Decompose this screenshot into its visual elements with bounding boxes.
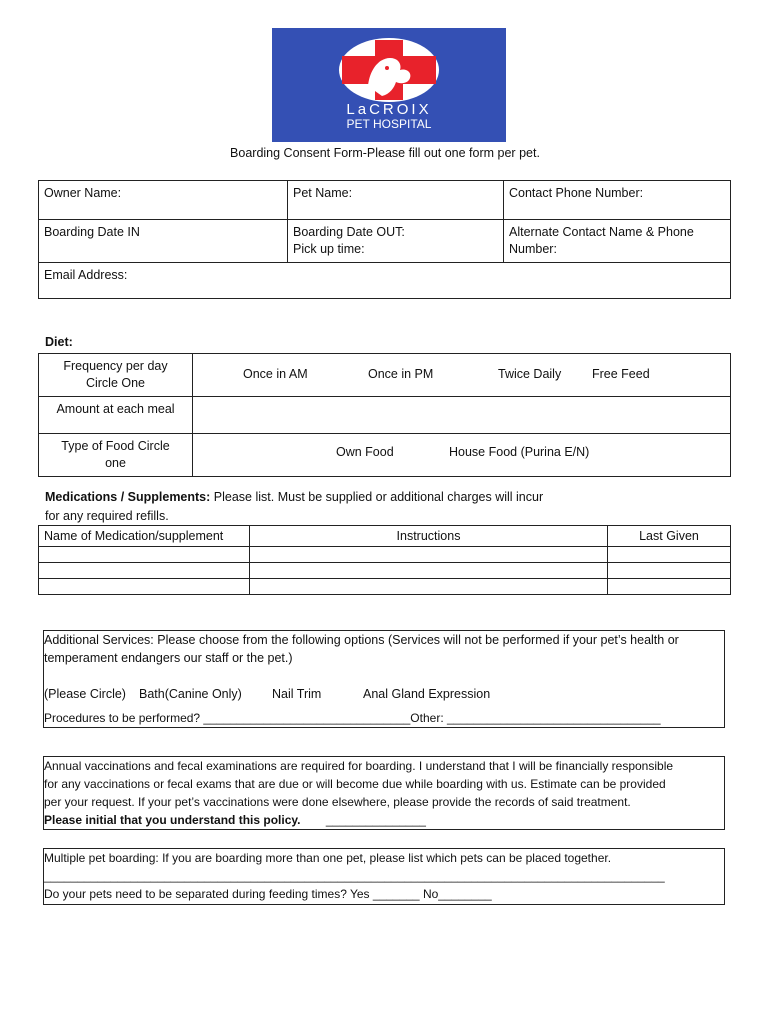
contact-phone-field[interactable]: Contact Phone Number: xyxy=(504,181,731,220)
table-row xyxy=(39,579,731,595)
option-twice-daily[interactable]: Twice Daily xyxy=(498,367,562,381)
separate-feeding-question[interactable]: Do your pets need to be separated during feeding times? Yes _______ No________ xyxy=(44,887,492,901)
option-once-pm[interactable]: Once in PM xyxy=(368,367,434,381)
logo-line1: LaCROIX xyxy=(346,101,432,118)
boarding-date-out-field[interactable]: Boarding Date OUT: Pick up time: xyxy=(288,220,504,263)
please-circle-label: (Please Circle) xyxy=(44,687,126,701)
medications-heading: Medications / Supplements: xyxy=(45,490,211,504)
diet-table xyxy=(38,353,731,477)
food-type-options xyxy=(193,434,731,477)
owner-name-field[interactable]: Owner Name: xyxy=(39,181,288,220)
table-row xyxy=(39,547,731,563)
food-type-label: Type of Food Circle one xyxy=(39,434,193,477)
form-title: Boarding Consent Form-Please fill out one form per pet. xyxy=(230,146,540,160)
alternate-contact-field[interactable]: Alternate Contact Name & Phone Number: xyxy=(504,220,731,263)
option-once-am[interactable]: Once in AM xyxy=(243,367,308,381)
option-free-feed[interactable]: Free Feed xyxy=(592,367,650,381)
vaccination-policy-box xyxy=(43,756,725,830)
option-house-food[interactable]: House Food (Purina E/N) xyxy=(449,445,590,459)
owner-info-table xyxy=(38,180,731,299)
table-row xyxy=(39,563,731,579)
hospital-logo xyxy=(272,28,506,142)
initial-label: Please initial that you understand this policy. xyxy=(44,813,301,827)
policy-line3: per your request. If your pet’s vaccinations were done elsewhere, please provide the records of said treatment. xyxy=(44,795,631,809)
col-instructions: Instructions xyxy=(250,526,608,547)
services-line2: temperament endangers our staff or the pet.) xyxy=(44,651,293,665)
services-line1: Additional Services: Please choose from the following options (Services will not be performed if your pet’s health or xyxy=(44,633,679,647)
col-last-given: Last Given xyxy=(608,526,731,547)
initial-field[interactable]: _______________ xyxy=(325,813,426,827)
pet-name-field[interactable]: Pet Name: xyxy=(288,181,504,220)
medications-instructions: Medications / Supplements: Please list. Must be supplied or additional charges will incur for any required refills. xyxy=(45,490,544,523)
email-field[interactable]: Email Address: xyxy=(39,263,731,299)
amount-field[interactable] xyxy=(193,397,731,434)
frequency-options xyxy=(193,354,731,397)
option-bath[interactable]: Bath(Canine Only) xyxy=(139,687,242,701)
procedures-field[interactable]: Procedures to be performed? _______________________________Other: ________________________________ xyxy=(44,711,661,725)
option-own-food[interactable]: Own Food xyxy=(336,445,394,459)
option-anal-gland[interactable]: Anal Gland Expression xyxy=(363,687,491,701)
col-medication-name: Name of Medication/supplement xyxy=(39,526,250,547)
logo-line2: PET HOSPITAL xyxy=(346,117,432,131)
multi-line1: Multiple pet boarding: If you are boarding more than one pet, please list which pets can be placed together. xyxy=(44,851,612,865)
amount-label: Amount at each meal xyxy=(39,397,193,434)
policy-line1: Annual vaccinations and fecal examinations are required for boarding. I understand that I will be financially responsible xyxy=(44,759,674,773)
additional-services-box xyxy=(43,630,725,728)
frequency-label: Frequency per day Circle One xyxy=(39,354,193,397)
diet-heading: Diet: xyxy=(45,335,73,349)
policy-line2: for any vaccinations or fecal exams that are due or will become due while boarding with us. Estimate can be provided xyxy=(44,777,666,791)
medications-table xyxy=(38,525,731,595)
multi-pets-field[interactable]: _____________________________________________________________________________________________ xyxy=(44,869,665,883)
boarding-date-in-field[interactable]: Boarding Date IN xyxy=(39,220,288,263)
option-nail-trim[interactable]: Nail Trim xyxy=(272,687,322,701)
multiple-pet-box xyxy=(43,848,725,905)
